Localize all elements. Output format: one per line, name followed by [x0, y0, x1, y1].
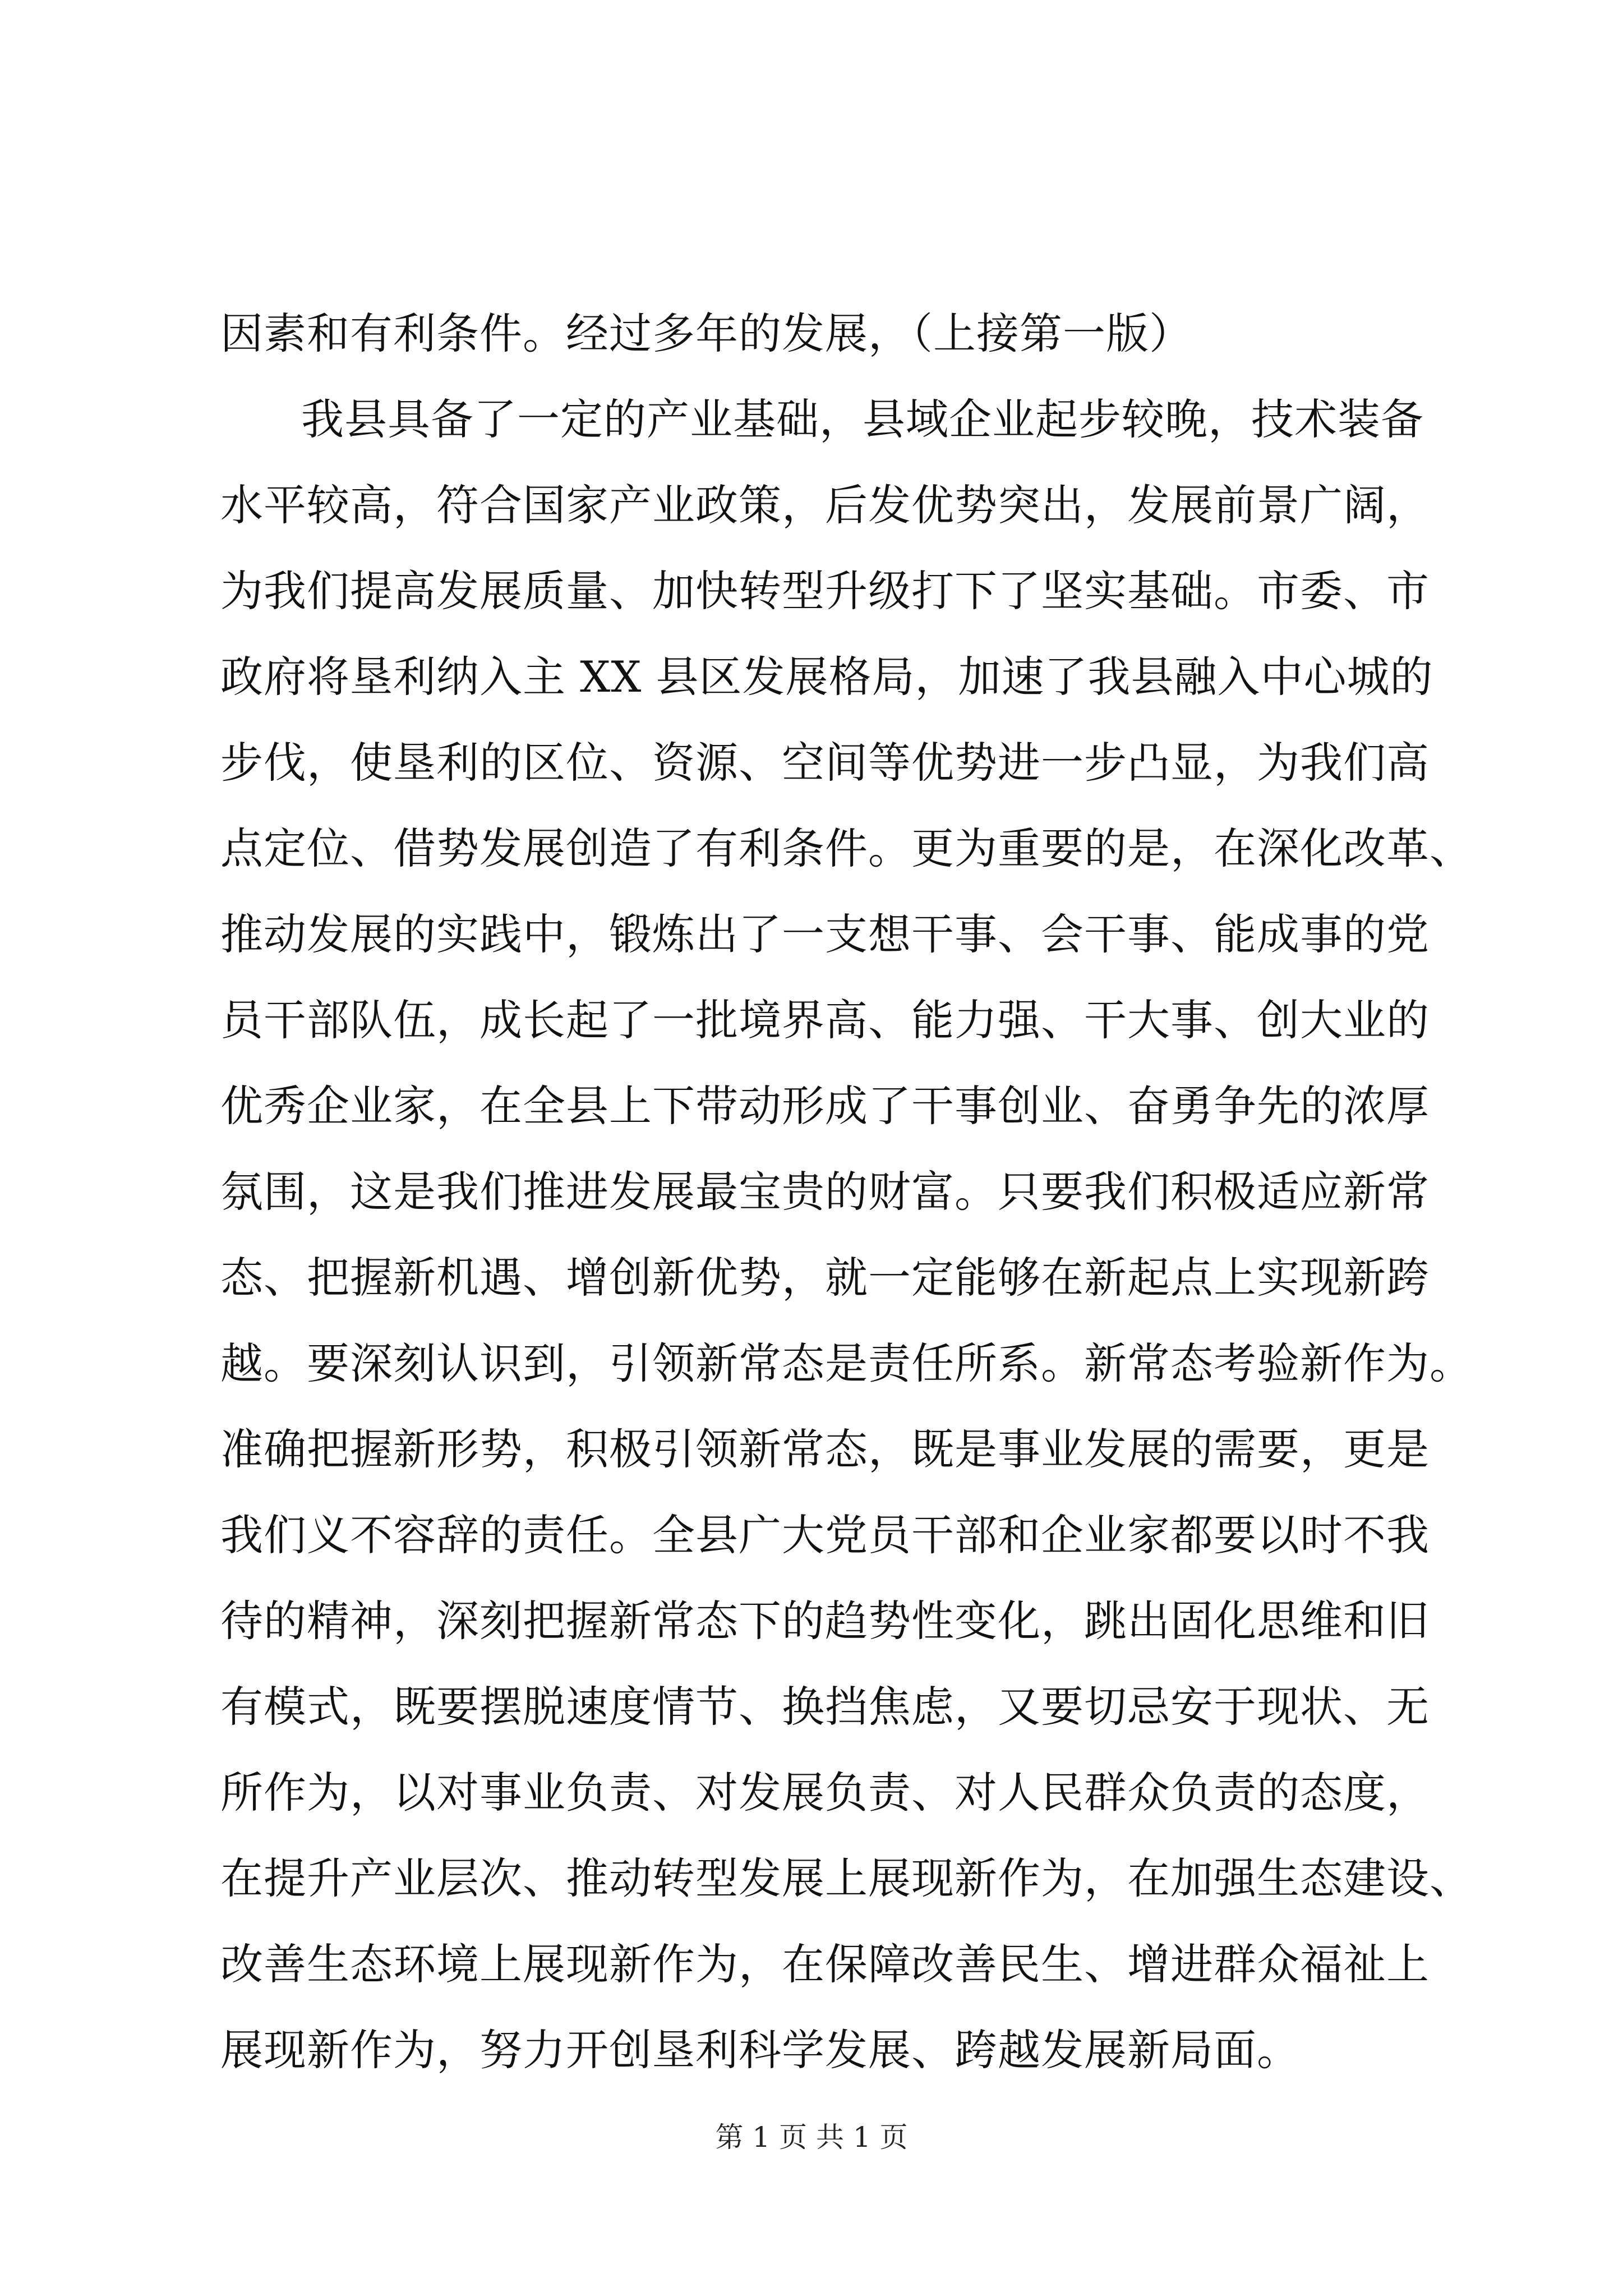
- text-line: 在提升产业层次、推动转型发展上展现新作为，在加强生态建设、: [220, 1853, 1473, 1903]
- text-line: 改善生态环境上展现新作为，在保障改善民生、增进群众福祉上: [220, 1939, 1430, 1989]
- text-line: 员干部队伍，成长起了一批境界高、能力强、干大事、创大业的: [220, 995, 1430, 1045]
- text-line: 展现新作为，努力开创垦利科学发展、跨越发展新局面。: [220, 2025, 1300, 2075]
- text-line: 待的精神，深刻把握新常态下的趋势性变化，跳出固化思维和旧: [220, 1596, 1430, 1646]
- text-line: 我们义不容辞的责任。全县广大党员干部和企业家都要以时不我: [220, 1510, 1430, 1560]
- text-line: 水平较高，符合国家产业政策，后发优势突出，发展前景广阔，: [220, 480, 1430, 530]
- text-line: 为我们提高发展质量、加快转型升级打下了坚实基础。市委、市: [220, 566, 1430, 616]
- text-line: 我县具备了一定的产业基础，县域企业起步较晚，技术装备: [301, 394, 1424, 444]
- text-line: 越。要深刻认识到，引领新常态是责任所系。新常态考验新作为。: [220, 1338, 1473, 1388]
- text-line: 氛围，这是我们推进发展最宝贵的财富。只要我们积极适应新常: [220, 1167, 1430, 1217]
- text-line: 态、把握新机遇、增创新优势，就一定能够在新起点上实现新跨: [220, 1253, 1430, 1303]
- page-number-footer: 第 1 页 共 1 页: [715, 2121, 908, 2154]
- text-line: 优秀企业家，在全县上下带动形成了干事创业、奋勇争先的浓厚: [220, 1081, 1430, 1131]
- text-line: 步伐，使垦利的区位、资源、空间等优势进一步凸显，为我们高: [220, 738, 1430, 788]
- text-line: 政府将垦利纳入主 XX 县区发展格局，加速了我县融入中心城的: [220, 652, 1433, 702]
- text-line: 推动发展的实践中，锻炼出了一支想干事、会干事、能成事的党: [220, 909, 1430, 959]
- text-line: 所作为，以对事业负责、对发展负责、对人民群众负责的态度，: [220, 1768, 1430, 1818]
- text-line: 点定位、借势发展创造了有利条件。更为重要的是，在深化改革、: [220, 823, 1473, 873]
- text-line: 因素和有利条件。经过多年的发展，（上接第一版）: [220, 309, 1192, 358]
- text-line: 准确把握新形势，积极引领新常态，既是事业发展的需要，更是: [220, 1424, 1430, 1474]
- text-line: 有模式，既要摆脱速度情节、换挡焦虑，又要切忌安于现状、无: [220, 1682, 1430, 1732]
